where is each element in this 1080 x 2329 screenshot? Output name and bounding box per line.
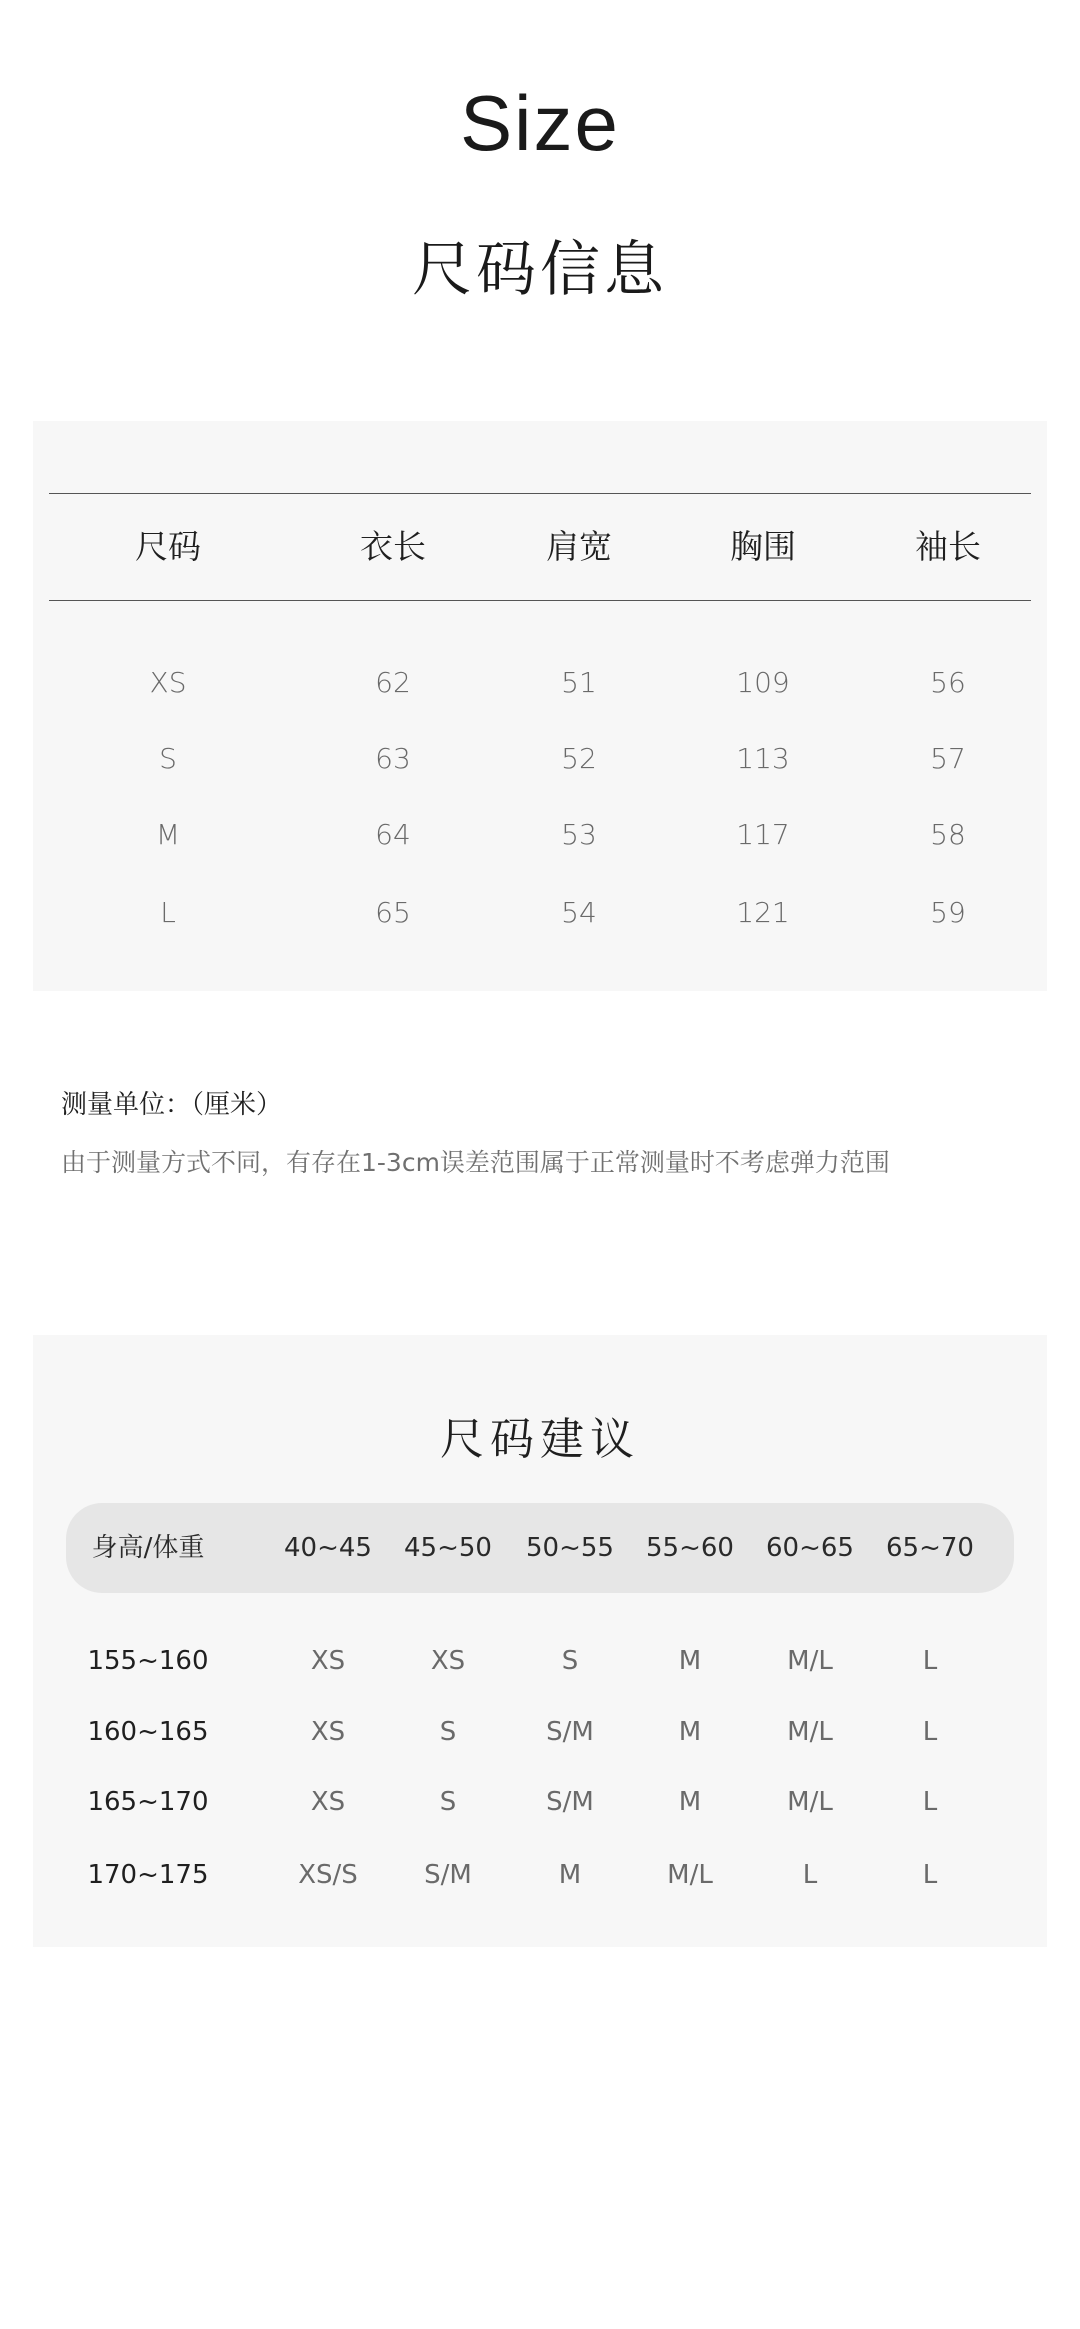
size-cell: L — [922, 1787, 938, 1817]
header-weight-range: 45~50 — [404, 1533, 492, 1563]
size-cell: M — [678, 1787, 702, 1817]
cell-chest: 121 — [736, 896, 790, 929]
advice-row — [33, 1633, 1047, 1689]
size-cell: M — [678, 1646, 702, 1676]
header-shoulder: 肩宽 — [546, 527, 612, 566]
advice-row — [33, 1774, 1047, 1830]
size-cell: L — [922, 1860, 938, 1890]
size-cell: S — [439, 1787, 457, 1817]
size-cell: S/M — [546, 1717, 594, 1747]
cell-shoulder: 51 — [561, 666, 597, 699]
cell-length: 65 — [375, 896, 411, 929]
advice-row — [33, 1847, 1047, 1903]
cell-size: XS — [149, 666, 187, 699]
size-advice-table — [33, 1335, 1047, 1947]
header-length: 衣长 — [360, 527, 426, 566]
size-cell: XS — [310, 1787, 346, 1817]
table-header-divider — [49, 600, 1031, 601]
size-cell: L — [802, 1860, 818, 1890]
header-sleeve: 袖长 — [915, 527, 981, 566]
height-range: 165~170 — [87, 1787, 209, 1817]
size-cell: S/M — [424, 1860, 472, 1890]
measurement-tolerance-note: 由于测量方式不同，有存在1-3cm误差范围属于正常测量时不考虑弹力范围 — [61, 1148, 890, 1177]
cell-sleeve: 57 — [930, 742, 966, 775]
table-row — [33, 888, 1047, 938]
cell-length: 63 — [375, 742, 411, 775]
table-row — [33, 810, 1047, 860]
size-cell: S — [561, 1646, 579, 1676]
size-cell: XS — [430, 1646, 466, 1676]
cell-shoulder: 53 — [561, 818, 597, 851]
size-cell: M — [558, 1860, 582, 1890]
cell-size: S — [159, 742, 177, 775]
header-size: 尺码 — [135, 527, 201, 566]
size-cell: XS/S — [298, 1860, 358, 1890]
size-cell: M/L — [787, 1646, 833, 1676]
cell-chest: 109 — [736, 666, 790, 699]
page-title-en: Size — [460, 79, 620, 167]
advice-row — [33, 1704, 1047, 1760]
header-weight-range: 40~45 — [284, 1533, 372, 1563]
cell-sleeve: 58 — [930, 818, 966, 851]
cell-size: L — [160, 896, 176, 929]
header-weight-range: 55~60 — [646, 1533, 734, 1563]
table-row — [33, 658, 1047, 708]
cell-size: M — [155, 818, 181, 851]
cell-sleeve: 56 — [930, 666, 966, 699]
table-row — [33, 734, 1047, 784]
header-chest: 胸围 — [730, 527, 796, 566]
size-cell: L — [922, 1646, 938, 1676]
size-cell: S/M — [546, 1787, 594, 1817]
page-title-cn: 尺码信息 — [412, 235, 668, 305]
height-range: 160~165 — [87, 1717, 209, 1747]
measurement-unit-note: 测量单位：（厘米） — [61, 1090, 283, 1120]
cell-chest: 113 — [736, 742, 790, 775]
size-cell: M/L — [787, 1717, 833, 1747]
advice-title: 尺码建议 — [440, 1414, 640, 1465]
size-cell: M — [678, 1717, 702, 1747]
size-cell: XS — [310, 1717, 346, 1747]
header-weight-range: 65~70 — [886, 1533, 974, 1563]
header-weight-range: 50~55 — [526, 1533, 614, 1563]
size-cell: M/L — [787, 1787, 833, 1817]
cell-chest: 117 — [736, 818, 790, 851]
size-cell: L — [922, 1717, 938, 1747]
cell-shoulder: 52 — [561, 742, 597, 775]
cell-length: 62 — [375, 666, 411, 699]
size-cell: S — [439, 1717, 457, 1747]
header-height-weight: 身高/体重 — [91, 1533, 205, 1563]
cell-length: 64 — [375, 818, 411, 851]
table-top-divider — [49, 493, 1031, 494]
height-range: 155~160 — [87, 1646, 209, 1676]
size-cell: M/L — [667, 1860, 713, 1890]
cell-shoulder: 54 — [561, 896, 597, 929]
header-weight-range: 60~65 — [766, 1533, 854, 1563]
height-range: 170~175 — [87, 1860, 209, 1890]
advice-header-bar — [66, 1503, 1014, 1593]
size-cell: XS — [310, 1646, 346, 1676]
cell-sleeve: 59 — [930, 896, 966, 929]
size-table — [33, 421, 1047, 991]
